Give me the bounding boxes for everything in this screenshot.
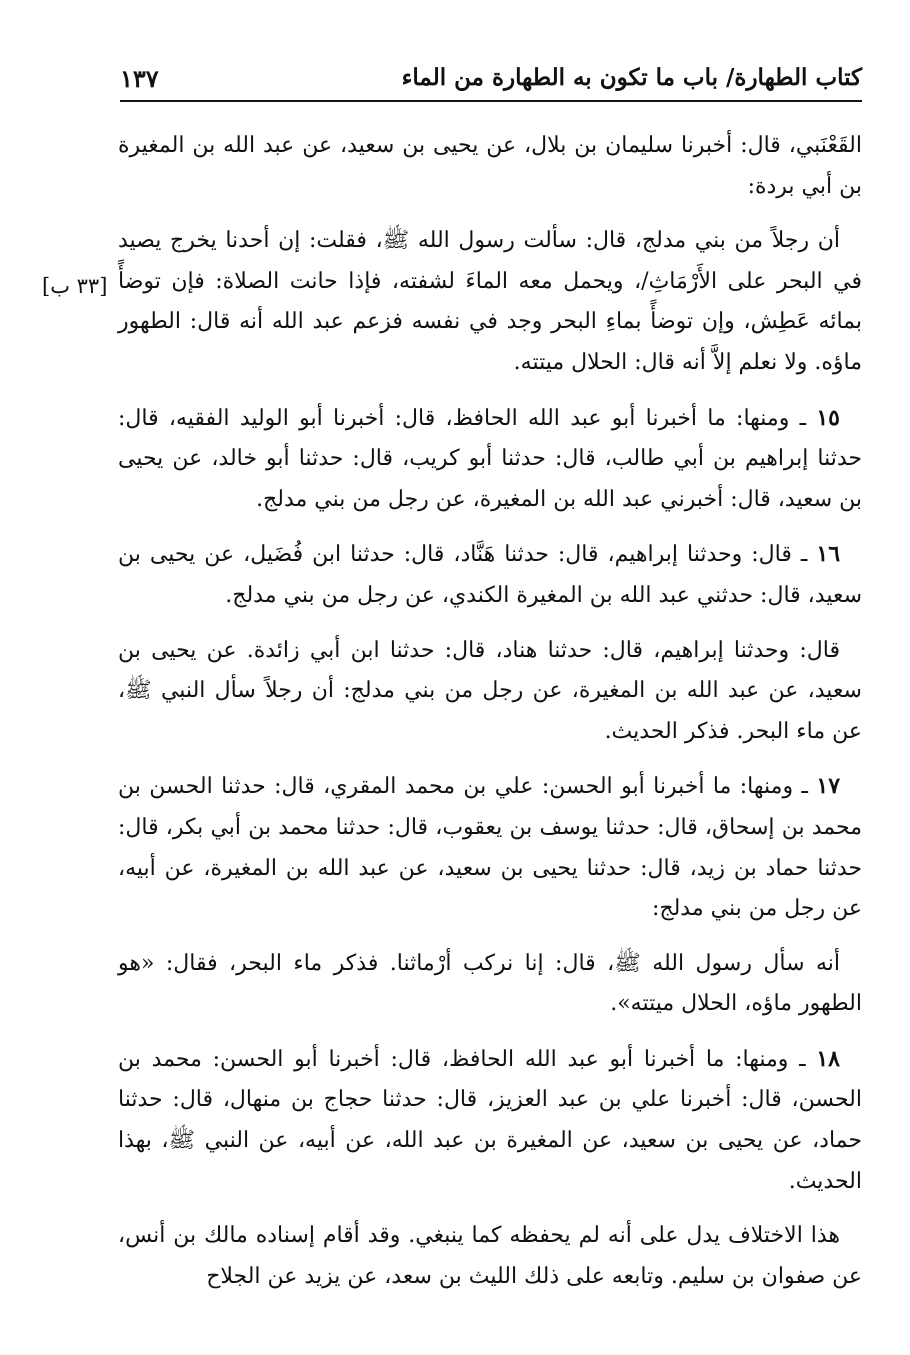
hadith-number: ١٥: [816, 404, 840, 431]
running-header: [120, 58, 862, 102]
paragraph-text: ـ قال: وحدثنا إبراهيم، قال: حدثنا هَنَّاد، قال: حدثنا ابن فُضَيل، عن يحيى بن سعيد، قال: حدثني عبد الله بن المغيرة الكندي، عن رجل من بني مدلج.: [118, 542, 862, 608]
paragraph: [118, 534, 862, 616]
text-body: [118, 126, 862, 1311]
paragraph: [118, 1039, 862, 1202]
paragraph-text: أن رجلاً من بني مدلج، قال: سألت رسول الله ﷺ، فقلت: إن أحدنا يخرج يصيد في البحر على الأَرْمَاثِ/، ويحمل معه الماءَ لشفته، فإذا حانت الصلاة: فإن توضأً بمائه عَطِش، وإن توضأً بماءِ البحر وجد في نفسه فزعم عبد الله أنه قال: الطهور ماؤه. ولا نعلم إلاَّ أنه قال: الحلال ميتته.: [118, 228, 862, 375]
hadith-number: ١٧: [816, 773, 841, 800]
paragraph: [118, 398, 862, 521]
paragraph: [118, 126, 862, 207]
paragraph-text: القَعْنَبي، قال: أخبرنا سليمان بن بلال، عن يحيى بن سعيد، عن عبد الله بن المغيرة بن أبي بردة:: [118, 133, 862, 199]
paragraph-text: ـ ومنها: ما أخبرنا أبو الحسن: علي بن محمد المقري، قال: حدثنا الحسن بن محمد بن إسحاق، قال: حدثنا يوسف بن يعقوب، قال: حدثنا محمد بن أبي بكر، قال: حدثنا حماد بن زيد، قال: حدثنا يحيى بن سعيد، عن عبد الله بن المغيرة، عن أبيه، عن رجل من بني مدلج:: [118, 774, 862, 922]
paragraph-text: قال: وحدثنا إبراهيم، قال: حدثنا هناد، قال: حدثنا ابن أبي زائدة. عن يحيى بن سعيد، عن عبد الله بن المغيرة، عن رجل من بني مدلج: أن رجلاً سأل النبي ﷺ، عن ماء البحر. فذكر الحديث.: [118, 637, 862, 744]
paragraph: [118, 221, 862, 383]
hadith-number: ١٦: [816, 541, 841, 568]
folio-margin-note: [٣٣ ب]: [42, 274, 108, 298]
hadith-number: ١٨: [816, 1045, 840, 1072]
page-number: ١٣٧: [120, 64, 159, 93]
paragraph-text: هذا الاختلاف يدل على أنه لم يحفظه كما ينبغي. وقد أقام إسناده مالك بن أنس، عن صفوان بن سليم. وتابعه على ذلك الليث بن سعد، عن يزيد عن الجلاح: [118, 1223, 862, 1289]
paragraph: [118, 944, 862, 1025]
chapter-title: كتاب الطهارة/ باب ما تكون به الطهارة من الماء: [401, 64, 862, 91]
paragraph-text: ـ ومنها: ما أخبرنا أبو عبد الله الحافظ، قال: أخبرنا أبو الوليد الفقيه، قال: حدثنا إبراهيم بن أبي طالب، قال: حدثنا أبو كريب، قال: حدثنا أبو خالد، عن يحيى بن سعيد، قال: أخبرني عبد الله بن المغيرة، عن رجل من بني مدلج.: [118, 405, 862, 512]
paragraph-text: ـ ومنها: ما أخبرنا أبو عبد الله الحافظ، قال: أخبرنا أبو الحسن: محمد بن الحسن، قال: أخبرنا علي بن عبد العزيز، قال: حدثنا حجاج بن منهال، قال: حدثنا حماد، عن يحيى بن سعيد، عن المغيرة بن عبد الله، عن أبيه، عن النبي ﷺ، بهذا الحديث.: [118, 1046, 862, 1194]
paragraph-text: أنه سأل رسول الله ﷺ، قال: إنا نركب أرْماثنا. فذكر ماء البحر، فقال: «هو الطهور ماؤه، الحلال ميتته».: [118, 950, 862, 1017]
paragraph: [118, 631, 862, 753]
paragraph: [118, 766, 862, 929]
paragraph: [118, 1216, 862, 1297]
